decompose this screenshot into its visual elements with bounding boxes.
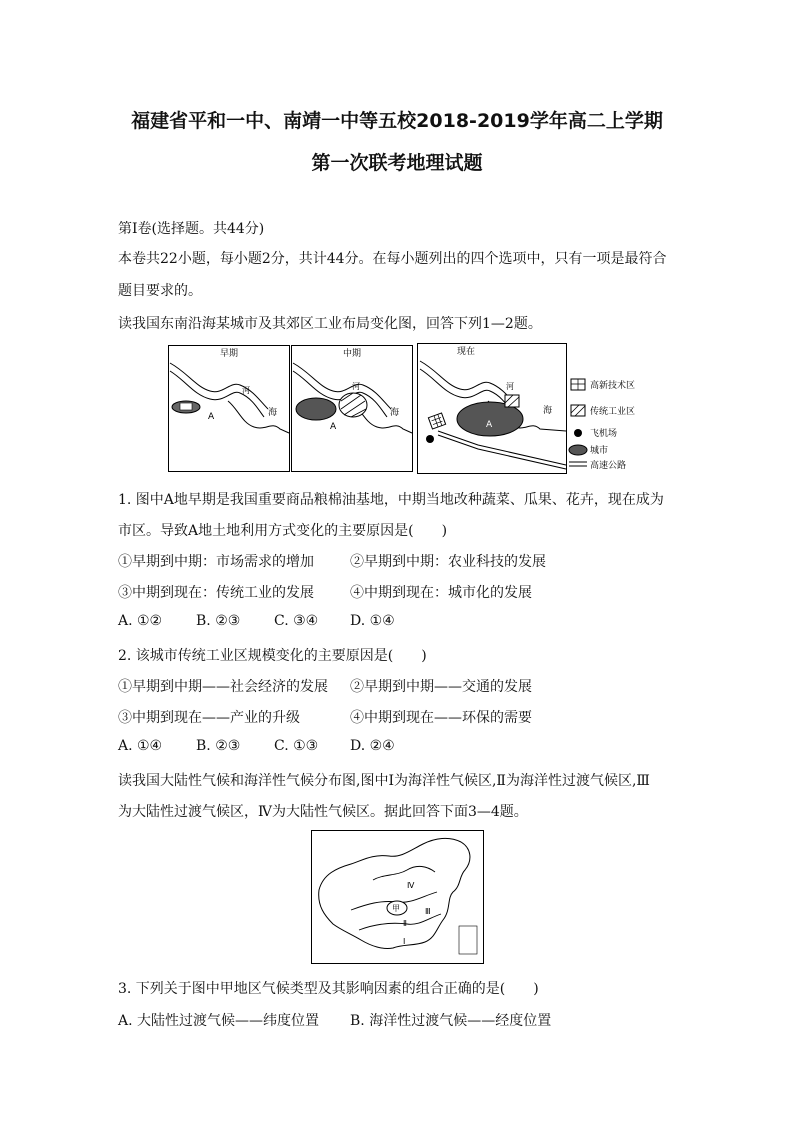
panel-middle-label: 中期 <box>342 349 362 359</box>
panel-early-sea: 海 <box>268 408 278 418</box>
panel-early <box>169 346 290 472</box>
figure-legend <box>569 379 635 471</box>
legend-airport: 飞机场 <box>590 429 618 439</box>
climate-map <box>311 830 484 968</box>
q1-statement-1: ①早期到中期：市场需求的增加 <box>118 554 314 570</box>
panel-early-river: 河 <box>242 386 250 395</box>
map-label-iii: Ⅲ <box>425 907 431 916</box>
instructions-line2: 题目要求的。 <box>118 283 202 299</box>
q1-stem-line1: 1. 图中A地早期是我国重要商品粮棉油基地，中期当地改种蔬菜、瓜果、花卉，现在成为 <box>118 492 664 508</box>
q1-option-c[interactable]: C. ③④ <box>274 613 319 629</box>
legend-highway: 高速公路 <box>590 461 627 471</box>
panel-middle-sea: 海 <box>390 408 400 418</box>
panel-early-label: 早期 <box>219 349 239 359</box>
legend-city: 城市 <box>590 446 609 456</box>
q2-statement-4: ④中期到现在——环保的需要 <box>350 710 532 726</box>
q1-statement-2: ②早期到中期：农业科技的发展 <box>350 554 546 570</box>
page-title-line2: 第一次联考地理试题 <box>311 152 483 174</box>
q2-statement-3: ③中期到现在——产业的升级 <box>118 710 300 726</box>
q2-statement-2: ②早期到中期——交通的发展 <box>350 679 532 695</box>
industry-layout-figure <box>168 343 678 479</box>
panel-middle-river: 河 <box>352 382 360 391</box>
q1-option-b[interactable]: B. ②③ <box>196 613 241 629</box>
panel-middle <box>292 346 413 472</box>
instructions-line1: 本卷共22小题，每小题2分，共计44分。在每小题列出的四个选项中，只有一项是最符合 <box>118 251 667 267</box>
q1-statement-4: ④中期到现在：城市化的发展 <box>350 585 532 601</box>
q3-option-b[interactable]: B. 海洋性过渡气候——经度位置 <box>350 1013 552 1029</box>
panel-now-river: 河 <box>506 382 514 391</box>
legend-traditional: 传统工业区 <box>590 407 636 417</box>
q1-option-d[interactable]: D. ①④ <box>350 613 395 629</box>
group2-intro-line1: 读我国大陆性气候和海洋性气候分布图,图中Ⅰ为海洋性气候区,Ⅱ为海洋性过渡气候区,Ⅲ <box>118 773 650 789</box>
panel-middle-a: A <box>330 422 337 432</box>
q3-stem: 3. 下列关于图中甲地区气候类型及其影响因素的组合正确的是( ) <box>118 981 539 997</box>
q2-option-b[interactable]: B. ②③ <box>196 738 241 754</box>
legend-hitech: 高新技术区 <box>590 381 636 391</box>
map-label-ii: Ⅱ <box>403 919 407 928</box>
q1-statement-3: ③中期到现在：传统工业的发展 <box>118 585 314 601</box>
page-title-line1: 福建省平和一中、南靖一中等五校2018-2019学年高二上学期 <box>131 110 663 132</box>
panel-now-sea: 海 <box>543 406 553 416</box>
map-label-jia: 甲 <box>392 904 400 913</box>
section-heading: 第Ⅰ卷(选择题。共44分) <box>118 221 265 237</box>
panel-early-a: A <box>208 412 215 422</box>
map-label-i: Ⅰ <box>403 937 406 946</box>
q2-stem: 2. 该城市传统工业区规模变化的主要原因是( ) <box>118 648 427 664</box>
map-label-iv: Ⅳ <box>407 881 415 890</box>
panel-now-a: A <box>486 420 493 430</box>
q1-stem-line2: 市区。导致A地土地利用方式变化的主要原因是( ) <box>118 523 448 539</box>
q2-option-d[interactable]: D. ②④ <box>350 738 395 754</box>
q2-option-c[interactable]: C. ①③ <box>274 738 319 754</box>
q2-statement-1: ①早期到中期——社会经济的发展 <box>118 679 328 695</box>
panel-now <box>418 344 567 474</box>
group2-intro-line2: 为大陆性过渡气候区，Ⅳ为大陆性气候区。据此回答下面3—4题。 <box>118 804 528 820</box>
panel-now-label: 现在 <box>456 347 476 357</box>
q3-option-a[interactable]: A. 大陆性过渡气候——纬度位置 <box>118 1013 320 1029</box>
q2-option-a[interactable]: A. ①④ <box>118 738 163 754</box>
q1-option-a[interactable]: A. ①② <box>118 613 163 629</box>
group1-intro: 读我国东南沿海某城市及其郊区工业布局变化图，回答下列1—2题。 <box>118 316 542 332</box>
